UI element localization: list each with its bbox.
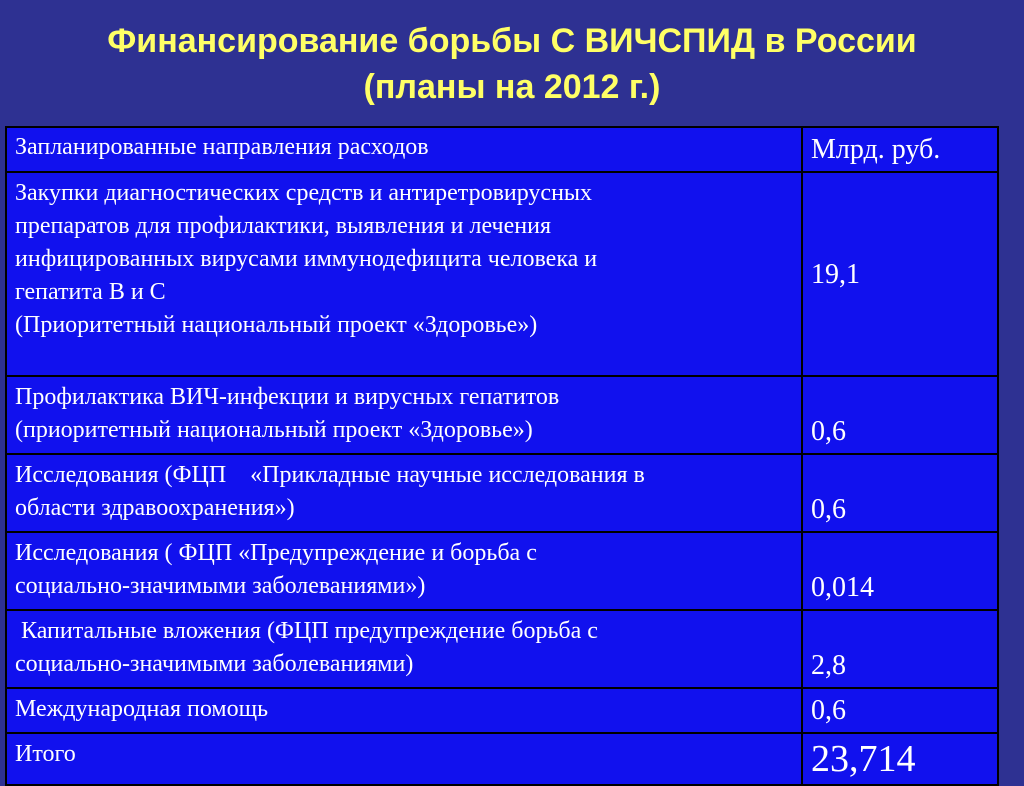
row-description-line: (Приоритетный национальный проект «Здоровье») — [15, 312, 538, 338]
table-row — [6, 610, 998, 688]
row-description-line: Профилактика ВИЧ-инфекции и вирусных гепатитов — [15, 384, 560, 410]
row-description — [6, 172, 802, 376]
row-description-line: Исследования (ФЦП «Прикладные научные исследования в — [15, 462, 645, 488]
row-value: 0,6 — [802, 376, 998, 454]
header-unit: Млрд. руб. — [802, 127, 998, 172]
total-value: 23,714 — [802, 733, 998, 785]
row-description — [6, 688, 802, 733]
header-directions: Запланированные направления расходов — [6, 127, 802, 172]
table-row — [6, 688, 998, 733]
row-description-line: гепатита В и С — [15, 279, 166, 305]
row-description — [6, 532, 802, 610]
row-description-line: инфицированных вирусами иммунодефицита человека и — [15, 246, 598, 272]
row-description-line: социально-значимыми заболеваниями») — [15, 573, 426, 599]
table-row — [6, 172, 998, 376]
row-description-line: области здравоохранения») — [15, 495, 295, 521]
row-value: 0,6 — [802, 688, 998, 733]
row-description — [6, 610, 802, 688]
table-row — [6, 532, 998, 610]
row-value: 0,014 — [802, 532, 998, 610]
table-header-row — [6, 127, 998, 172]
row-value: 2,8 — [802, 610, 998, 688]
row-description-line: Исследования ( ФЦП «Предупреждение и борьба с — [15, 540, 537, 566]
page-title-line-2: (планы на 2012 г.) — [363, 68, 661, 106]
table-row — [6, 376, 998, 454]
funding-table — [5, 126, 999, 786]
page-title-line-1: Финансирование борьбы С ВИЧСПИД в России — [107, 22, 917, 60]
row-description-line: (приоритетный национальный проект «Здоровье») — [15, 417, 533, 443]
row-value: 0,6 — [802, 454, 998, 532]
page-title — [0, 18, 1024, 110]
row-description-line: Итого — [15, 741, 76, 767]
row-value: 19,1 — [802, 172, 998, 376]
row-description — [6, 733, 802, 785]
row-description-line: Международная помощь — [15, 696, 269, 722]
row-description — [6, 376, 802, 454]
row-description-line: Закупки диагностических средств и антиретровирусных — [15, 180, 593, 206]
row-description-line: Капитальные вложения (ФЦП предупреждение борьба с — [15, 618, 598, 644]
row-description-line: социально-значимыми заболеваниями) — [15, 651, 414, 677]
table-row — [6, 454, 998, 532]
row-description — [6, 454, 802, 532]
row-description-line: препаратов для профилактики, выявления и лечения — [15, 213, 551, 239]
table-row-total — [6, 733, 998, 785]
